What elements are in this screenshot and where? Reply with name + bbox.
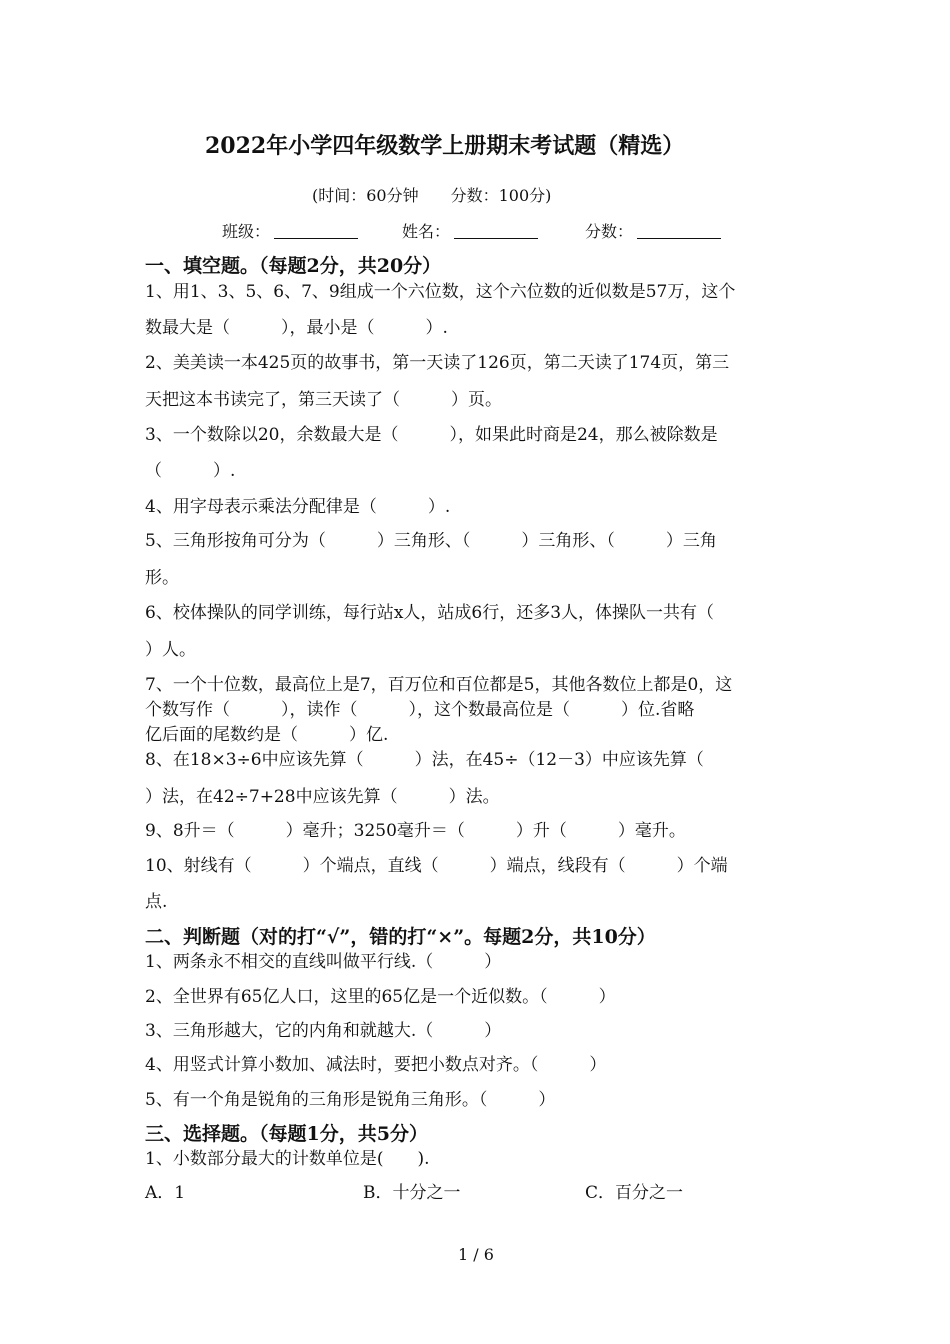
name-label: 姓名： [402,222,451,241]
s1-line: 5、三角形按角可分为（ ）三角形、（ ）三角形、（ ）三角 [145,531,717,551]
s1-line: ）法，在42÷7+28中应该先算（ ）法。 [145,787,500,807]
s1-line: 8、在18×3÷6中应该先算（ ）法，在45÷（12－3）中应该先算（ [145,750,704,770]
class-blank[interactable] [274,222,358,239]
s1-line: 7、一个十位数，最高位上是7，百万位和百位都是5，其他各数位上都是0，这 [145,675,733,695]
option-a: A．1 [145,1183,186,1203]
class-field [222,221,358,243]
exam-title: 2022年小学四年级数学上册期末考试题（精选） [205,133,685,159]
score-blank[interactable] [637,222,721,239]
s1-line: 1、用1、3、5、6、7、9组成一个六位数，这个六位数的近似数是57万，这个 [145,282,736,302]
page-number: 1 / 6 [458,1245,494,1264]
s1-line: 个数写作（ ），读作（ ），这个数最高位是（ ）位.省略 [145,700,695,720]
option-b: B．十分之一 [363,1183,461,1203]
s1-line: 数最大是（ ），最小是（ ）. [145,318,448,338]
section2-heading: 二、判断题（对的打“√”，错的打“×”。每题2分，共10分） [145,926,656,948]
s1-line: 9、8升＝（ ）毫升；3250毫升＝（ ）升（ ）毫升。 [145,821,686,841]
s2-line: 4、用竖式计算小数加、减法时，要把小数点对齐。（ ） [145,1055,607,1075]
s1-line: 6、校体操队的同学训练，每行站x人，站成6行，还多3人，体操队一共有（ [145,603,715,623]
s2-line: 1、两条永不相交的直线叫做平行线.（ ） [145,952,502,972]
name-blank[interactable] [454,222,538,239]
section3-heading: 三、选择题。（每题1分，共5分） [145,1123,428,1145]
s1-line: （ ）. [145,461,236,481]
exam-info: (时间：60分钟 分数：100分) [312,186,552,205]
s2-line: 3、三角形越大，它的内角和就越大.（ ） [145,1021,502,1041]
s2-line: 2、全世界有65亿人口，这里的65亿是一个近似数。（ ） [145,987,616,1007]
s2-line: 5、有一个角是锐角的三角形是锐角三角形。（ ） [145,1090,556,1110]
s1-line: 3、一个数除以20，余数最大是（ ），如果此时商是24，那么被除数是 [145,425,718,445]
s1-line: ）人。 [145,640,196,660]
option-c: C．百分之一 [585,1183,684,1203]
score-label: 分数： [585,222,634,241]
section1-heading: 一、填空题。（每题2分，共20分） [145,255,442,277]
s1-line: 10、射线有（ ）个端点，直线（ ）端点，线段有（ ）个端 [145,856,728,876]
s1-line: 天把这本书读完了，第三天读了（ ）页。 [145,390,502,410]
s1-line: 亿后面的尾数约是（ ）亿. [145,725,389,745]
name-field [402,221,538,243]
class-label: 班级： [222,222,271,241]
score-field [585,221,721,243]
s3-question: 1、小数部分最大的计数单位是( ). [145,1149,430,1169]
s1-line: 2、美美读一本425页的故事书，第一天读了126页，第二天读了174页，第三 [145,353,730,373]
s1-line: 点. [145,892,168,912]
s1-line: 形。 [145,568,179,588]
s1-line: 4、用字母表示乘法分配律是（ ）. [145,497,451,517]
